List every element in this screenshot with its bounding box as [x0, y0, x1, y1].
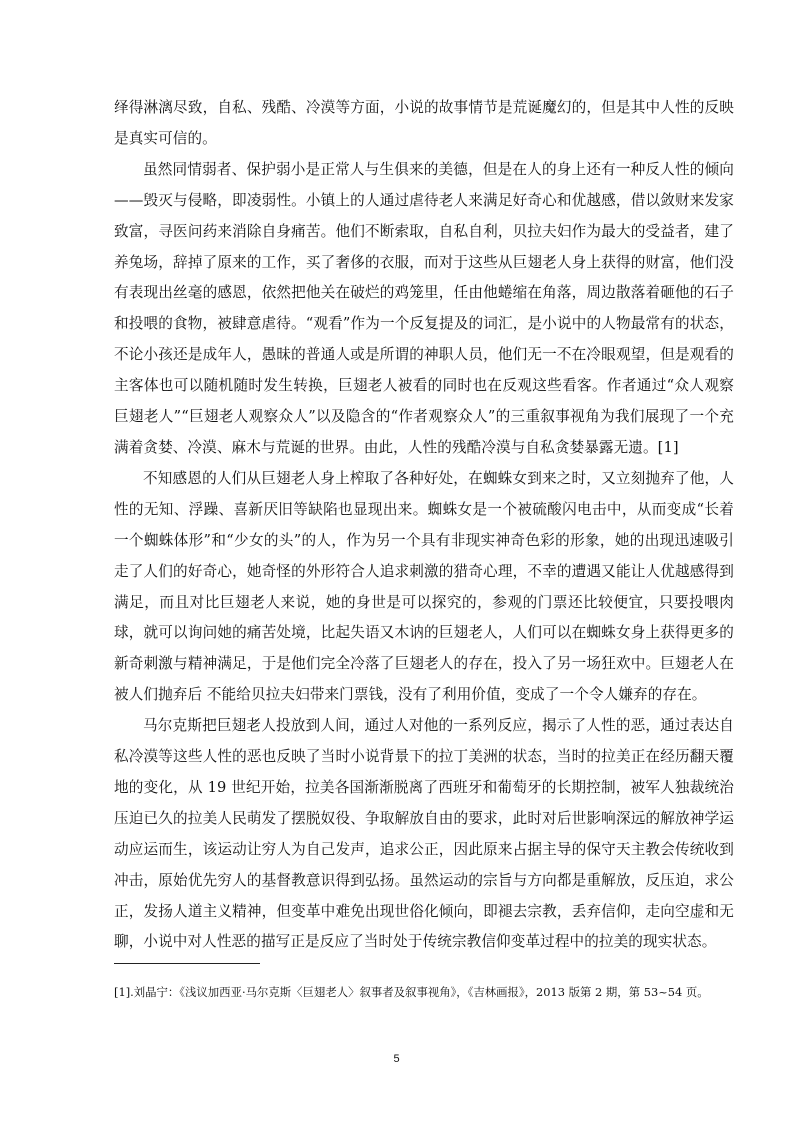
paragraph-cruelty: 虽然同情弱者、保护弱小是正常人与生俱来的美德，但是在人的身上还有一种反人性的倾向——毁灭与侵略，即凌弱性。小镇上的人通过虐待老人来满足好奇心和优越感，借以敛财来发家致富，寻医问药来消除自身痛苦。他们不断索取，自私自利，贝拉夫妇作为最大的受益者，建了养兔场，辞掉了原来的工作，买了奢侈的衣服，而对于这些从巨翅老人身上获得的财富，他们没有表现出丝毫的感恩，依然把他关在破烂的鸡笼里，任由他蜷缩在角落，周边散落着砸他的石子和投喂的食物，被肆意虐待。“观看”作为一个反复提及的词汇，是小说中的人物最常有的状态，不论小孩还是成年人，愚昧的普通人或是所谓的神职人员，他们无一不在冷眼观望，但是观看的主客体也可以随机随时发生转换，巨翅老人被看的同时也在反观这些看客。作者通过“众人观察巨翅老人”“巨翅老人观察众人”以及隐含的“作者观察众人”的三重叙事视角为我们展现了一个充满着贪婪、冷漠、麻木与荒诞的世界。由此，人性的残酷冷漠与自私贪婪暴露无遗。[1] [114, 160, 734, 456]
body-text [114, 93, 734, 958]
footnote-divider [114, 963, 260, 964]
paragraph-continuation: 绎得淋漓尽致，自私、残酷、冷漠等方面，小说的故事情节是荒诞魔幻的，但是其中人性的反映是真实可信的。 [114, 99, 734, 147]
paragraph-spider-woman: 不知感恩的人们从巨翅老人身上榨取了各种好处，在蜘蛛女到来之时，又立刻抛弃了他，人性的无知、浮躁、喜新厌旧等缺陷也显现出来。蜘蛛女是一个被硫酸闪电击中，从而变成“长着一个蜘蛛体形”和“少女的头”的人，作为另一个具有非现实神奇色彩的形象，她的出现迅速吸引走了人们的好奇心，她奇怪的外形符合人追求刺激的猎奇心理，不幸的遭遇又能让人优越感得到满足，而且对比巨翅老人来说，她的身世是可以探究的，参观的门票还比较便宜，只要投喂肉球，就可以询问她的痛苦处境，比起失语又木讷的巨翅老人，人们可以在蜘蛛女身上获得更多的新奇刺激与精神满足，于是他们完全冷落了巨翅老人的存在，投入了另一场狂欢中。巨翅老人在被人们抛弃后 不能给贝拉夫妇带来门票钱，没有了利用价值，变成了一个令人嫌弃的存在。 [114, 469, 734, 704]
paragraph-latin-america: 马尔克斯把巨翅老人投放到人间，通过人对他的一系列反应，揭示了人性的恶，通过表达自私冷漠等这些人性的恶也反映了当时小说背景下的拉丁美洲的状态，当时的拉美正在经历翻天覆地的变化，从 19 世纪开始，拉美各国渐渐脱离了西班牙和葡萄牙的长期控制，被军人独裁统治压迫已久的拉美人民萌发了摆脱奴役、争取解放自由的要求，此时对后世影响深远的解放神学运动应运而生，该运动让穷人为自己发声，追求公正，因此原来占据主导的保守天主教会传统收到冲击，原始优先穷人的基督教意识得到弘扬。虽然运动的宗旨与方向都是重解放，反压迫，求公正，发扬人道主义精神，但变革中难免出现世俗化倾向，即褪去宗教，丢弃信仰，走向空虚和无聊，小说中对人性恶的描写正是反应了当时处于传统宗教信仰变革过程中的拉美的现实状态。 [114, 717, 734, 951]
page-number: 5 [393, 1053, 400, 1065]
footnote: [1].刘晶宁：《浅议加西亚·马尔克斯〈巨翅老人〉叙事者及叙事视角》，《吉林画报》，2013 版第 2 期，第 53~54 页。 [114, 985, 709, 999]
